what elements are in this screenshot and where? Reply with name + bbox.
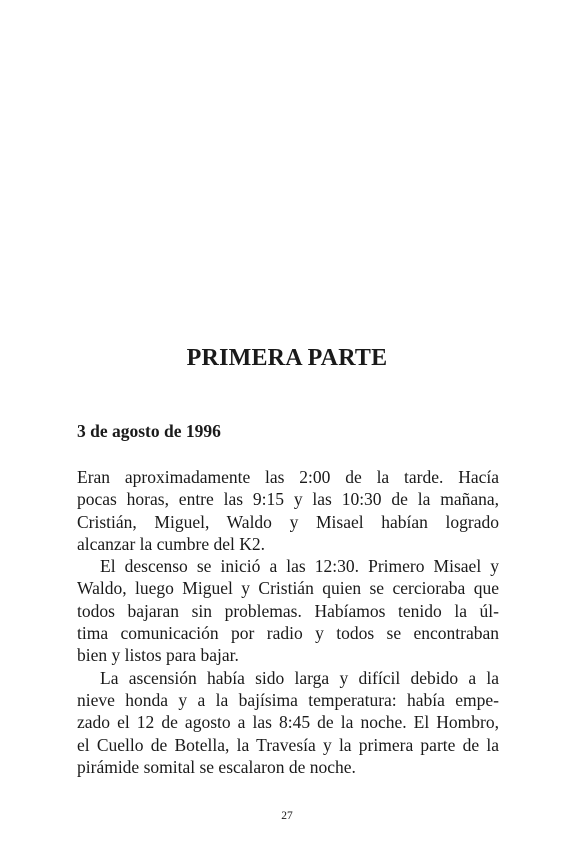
text-line: nieve honda y a la bajísima temperatura: había empe- <box>77 689 499 710</box>
text-line: zado el 12 de agosto a las 8:45 de la noche. El Hombro, <box>77 712 499 733</box>
text-line: Eran aproximadamente las 2:00 de la tarde. Hacía <box>77 467 499 487</box>
text-line: alcanzar la cumbre del K2. <box>77 533 266 554</box>
date-heading: 3 de agosto de 1996 <box>77 421 221 441</box>
text-line: pocas horas, entre las 9:15 y las 10:30 de la mañana, <box>77 489 499 510</box>
text-line: el Cuello de Botella, la Travesía y la primera parte de la <box>77 734 499 755</box>
text-line: todos bajaran sin problemas. Habíamos tenido la úl- <box>77 600 499 621</box>
part-title: PRIMERA PARTE <box>186 345 388 371</box>
text-line: tima comunicación por radio y todos se encontraban <box>77 623 499 644</box>
text-line: pirámide somital se escalaron de noche. <box>77 756 356 777</box>
text-line: La ascensión había sido larga y difícil debido a la <box>100 667 499 688</box>
text-line: Waldo, luego Miguel y Cristián quien se cercioraba que <box>77 578 499 599</box>
text-line: Cristián, Miguel, Waldo y Misael habían logrado <box>77 511 499 532</box>
body-text <box>77 466 499 778</box>
page-number: 27 <box>281 810 293 822</box>
text-line: bien y listos para bajar. <box>77 645 239 666</box>
text-line: El descenso se inició a las 12:30. Primero Misael y <box>100 556 499 577</box>
